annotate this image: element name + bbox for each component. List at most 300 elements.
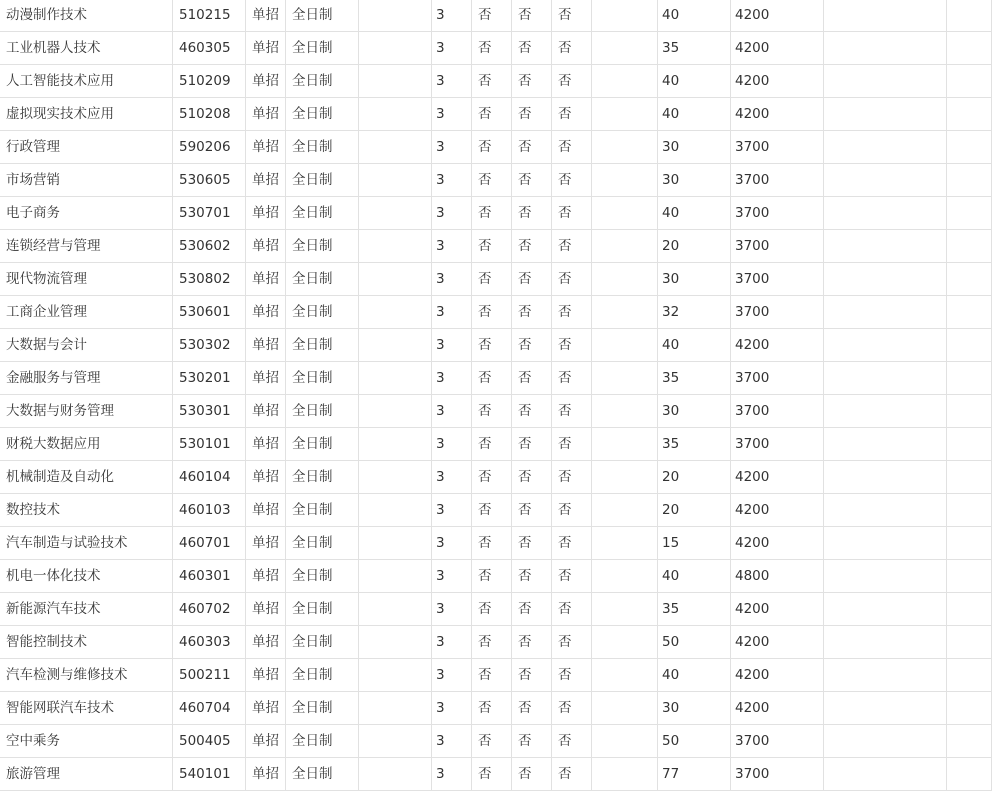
flag-cell: 否 [472, 494, 512, 527]
empty-cell [359, 758, 432, 791]
table-row [0, 593, 992, 626]
tuition-cell: 4200 [731, 461, 824, 494]
flag-cell: 否 [552, 164, 592, 197]
empty-cell [592, 131, 658, 164]
flag-cell: 否 [552, 197, 592, 230]
study-mode-cell: 全日制 [286, 263, 359, 296]
flag-cell: 否 [472, 395, 512, 428]
empty-cell [824, 527, 947, 560]
empty-cell [359, 626, 432, 659]
tuition-cell: 4200 [731, 0, 824, 32]
major-name-cell: 数控技术 [0, 494, 173, 527]
enroll-type-cell: 单招 [246, 626, 286, 659]
flag-cell: 否 [472, 164, 512, 197]
major-code-cell: 530101 [173, 428, 246, 461]
major-name-cell: 金融服务与管理 [0, 362, 173, 395]
flag-cell: 否 [552, 659, 592, 692]
table-row [0, 296, 992, 329]
duration-cell: 3 [432, 395, 472, 428]
flag-cell: 否 [552, 527, 592, 560]
empty-cell [824, 263, 947, 296]
table-row [0, 527, 992, 560]
major-code-cell: 510215 [173, 0, 246, 32]
flag-cell: 否 [512, 65, 552, 98]
enroll-type-cell: 单招 [246, 428, 286, 461]
flag-cell: 否 [552, 758, 592, 791]
plan-count-cell: 40 [658, 65, 731, 98]
study-mode-cell: 全日制 [286, 659, 359, 692]
empty-cell [947, 692, 992, 725]
flag-cell: 否 [472, 197, 512, 230]
empty-cell [359, 593, 432, 626]
empty-cell [947, 0, 992, 32]
empty-cell [824, 758, 947, 791]
flag-cell: 否 [512, 725, 552, 758]
empty-cell [592, 395, 658, 428]
tuition-cell: 4200 [731, 593, 824, 626]
plan-count-cell: 20 [658, 494, 731, 527]
tuition-cell: 4800 [731, 560, 824, 593]
duration-cell: 3 [432, 263, 472, 296]
tuition-cell: 3700 [731, 725, 824, 758]
plan-count-cell: 32 [658, 296, 731, 329]
table-row [0, 131, 992, 164]
empty-cell [824, 32, 947, 65]
flag-cell: 否 [472, 98, 512, 131]
empty-cell [592, 98, 658, 131]
empty-cell [359, 32, 432, 65]
table-row [0, 692, 992, 725]
major-code-cell: 530301 [173, 395, 246, 428]
duration-cell: 3 [432, 626, 472, 659]
flag-cell: 否 [512, 131, 552, 164]
major-code-cell: 460303 [173, 626, 246, 659]
duration-cell: 3 [432, 296, 472, 329]
empty-cell [824, 659, 947, 692]
major-code-cell: 510208 [173, 98, 246, 131]
study-mode-cell: 全日制 [286, 626, 359, 659]
enroll-type-cell: 单招 [246, 362, 286, 395]
empty-cell [824, 65, 947, 98]
empty-cell [592, 725, 658, 758]
empty-cell [592, 494, 658, 527]
plan-count-cell: 50 [658, 725, 731, 758]
table-row [0, 65, 992, 98]
flag-cell: 否 [472, 32, 512, 65]
study-mode-cell: 全日制 [286, 725, 359, 758]
empty-cell [824, 230, 947, 263]
enroll-type-cell: 单招 [246, 197, 286, 230]
study-mode-cell: 全日制 [286, 428, 359, 461]
empty-cell [359, 296, 432, 329]
flag-cell: 否 [512, 263, 552, 296]
tuition-cell: 3700 [731, 263, 824, 296]
major-code-cell: 530302 [173, 329, 246, 362]
empty-cell [592, 758, 658, 791]
enroll-type-cell: 单招 [246, 395, 286, 428]
empty-cell [947, 164, 992, 197]
empty-cell [359, 0, 432, 32]
enroll-type-cell: 单招 [246, 527, 286, 560]
flag-cell: 否 [552, 329, 592, 362]
enroll-type-cell: 单招 [246, 32, 286, 65]
table-row [0, 560, 992, 593]
empty-cell [592, 626, 658, 659]
empty-cell [824, 0, 947, 32]
major-code-cell: 530605 [173, 164, 246, 197]
enroll-type-cell: 单招 [246, 230, 286, 263]
plan-count-cell: 40 [658, 197, 731, 230]
plan-count-cell: 40 [658, 0, 731, 32]
flag-cell: 否 [552, 428, 592, 461]
study-mode-cell: 全日制 [286, 593, 359, 626]
empty-cell [824, 197, 947, 230]
plan-count-cell: 30 [658, 263, 731, 296]
major-code-cell: 540101 [173, 758, 246, 791]
duration-cell: 3 [432, 692, 472, 725]
empty-cell [947, 197, 992, 230]
plan-count-cell: 40 [658, 659, 731, 692]
tuition-cell: 4200 [731, 65, 824, 98]
duration-cell: 3 [432, 32, 472, 65]
flag-cell: 否 [472, 362, 512, 395]
empty-cell [824, 626, 947, 659]
empty-cell [592, 164, 658, 197]
duration-cell: 3 [432, 494, 472, 527]
duration-cell: 3 [432, 659, 472, 692]
enroll-type-cell: 单招 [246, 65, 286, 98]
flag-cell: 否 [512, 659, 552, 692]
empty-cell [947, 263, 992, 296]
major-name-cell: 现代物流管理 [0, 263, 173, 296]
empty-cell [592, 197, 658, 230]
empty-cell [592, 527, 658, 560]
duration-cell: 3 [432, 362, 472, 395]
flag-cell: 否 [472, 329, 512, 362]
empty-cell [947, 296, 992, 329]
flag-cell: 否 [552, 692, 592, 725]
empty-cell [824, 494, 947, 527]
plan-count-cell: 35 [658, 32, 731, 65]
duration-cell: 3 [432, 131, 472, 164]
duration-cell: 3 [432, 197, 472, 230]
plan-count-cell: 30 [658, 131, 731, 164]
table-row [0, 428, 992, 461]
table-row [0, 32, 992, 65]
major-code-cell: 460702 [173, 593, 246, 626]
empty-cell [592, 461, 658, 494]
major-name-cell: 工业机器人技术 [0, 32, 173, 65]
study-mode-cell: 全日制 [286, 131, 359, 164]
flag-cell: 否 [552, 230, 592, 263]
study-mode-cell: 全日制 [286, 296, 359, 329]
flag-cell: 否 [512, 32, 552, 65]
major-name-cell: 财税大数据应用 [0, 428, 173, 461]
study-mode-cell: 全日制 [286, 494, 359, 527]
empty-cell [359, 362, 432, 395]
flag-cell: 否 [472, 131, 512, 164]
major-code-cell: 460301 [173, 560, 246, 593]
empty-cell [947, 98, 992, 131]
empty-cell [359, 131, 432, 164]
flag-cell: 否 [512, 494, 552, 527]
empty-cell [359, 461, 432, 494]
empty-cell [947, 131, 992, 164]
study-mode-cell: 全日制 [286, 692, 359, 725]
major-code-cell: 460103 [173, 494, 246, 527]
empty-cell [824, 692, 947, 725]
major-name-cell: 汽车检测与维修技术 [0, 659, 173, 692]
empty-cell [947, 461, 992, 494]
major-name-cell: 动漫制作技术 [0, 0, 173, 32]
empty-cell [359, 560, 432, 593]
plan-count-cell: 35 [658, 428, 731, 461]
study-mode-cell: 全日制 [286, 0, 359, 32]
empty-cell [824, 329, 947, 362]
table-row [0, 725, 992, 758]
empty-cell [359, 428, 432, 461]
plan-count-cell: 50 [658, 626, 731, 659]
study-mode-cell: 全日制 [286, 230, 359, 263]
flag-cell: 否 [552, 593, 592, 626]
empty-cell [824, 461, 947, 494]
enroll-type-cell: 单招 [246, 494, 286, 527]
duration-cell: 3 [432, 65, 472, 98]
enroll-type-cell: 单招 [246, 296, 286, 329]
major-code-cell: 500405 [173, 725, 246, 758]
enroll-type-cell: 单招 [246, 461, 286, 494]
flag-cell: 否 [472, 725, 512, 758]
empty-cell [592, 65, 658, 98]
empty-cell [947, 593, 992, 626]
flag-cell: 否 [472, 527, 512, 560]
empty-cell [359, 197, 432, 230]
table-row [0, 362, 992, 395]
study-mode-cell: 全日制 [286, 362, 359, 395]
duration-cell: 3 [432, 0, 472, 32]
plan-count-cell: 77 [658, 758, 731, 791]
major-name-cell: 机电一体化技术 [0, 560, 173, 593]
tuition-cell: 3700 [731, 164, 824, 197]
tuition-cell: 3700 [731, 758, 824, 791]
table-row [0, 230, 992, 263]
major-code-cell: 530802 [173, 263, 246, 296]
flag-cell: 否 [552, 626, 592, 659]
empty-cell [947, 527, 992, 560]
major-name-cell: 智能网联汽车技术 [0, 692, 173, 725]
table-row [0, 758, 992, 791]
empty-cell [592, 692, 658, 725]
tuition-cell: 4200 [731, 527, 824, 560]
flag-cell: 否 [552, 395, 592, 428]
empty-cell [359, 659, 432, 692]
major-name-cell: 电子商务 [0, 197, 173, 230]
major-name-cell: 空中乘务 [0, 725, 173, 758]
major-name-cell: 新能源汽车技术 [0, 593, 173, 626]
flag-cell: 否 [552, 32, 592, 65]
flag-cell: 否 [512, 692, 552, 725]
plan-count-cell: 35 [658, 593, 731, 626]
enroll-type-cell: 单招 [246, 692, 286, 725]
duration-cell: 3 [432, 98, 472, 131]
empty-cell [824, 362, 947, 395]
empty-cell [947, 329, 992, 362]
duration-cell: 3 [432, 758, 472, 791]
empty-cell [947, 725, 992, 758]
tuition-cell: 3700 [731, 428, 824, 461]
duration-cell: 3 [432, 230, 472, 263]
enroll-type-cell: 单招 [246, 329, 286, 362]
empty-cell [359, 725, 432, 758]
flag-cell: 否 [472, 626, 512, 659]
table-row [0, 494, 992, 527]
major-name-cell: 机械制造及自动化 [0, 461, 173, 494]
flag-cell: 否 [512, 362, 552, 395]
enroll-type-cell: 单招 [246, 758, 286, 791]
empty-cell [824, 98, 947, 131]
study-mode-cell: 全日制 [286, 164, 359, 197]
empty-cell [824, 296, 947, 329]
plan-count-cell: 40 [658, 560, 731, 593]
table-row [0, 0, 992, 32]
plan-count-cell: 30 [658, 395, 731, 428]
plan-count-cell: 40 [658, 98, 731, 131]
empty-cell [359, 494, 432, 527]
empty-cell [592, 32, 658, 65]
major-name-cell: 虚拟现实技术应用 [0, 98, 173, 131]
plan-count-cell: 35 [658, 362, 731, 395]
major-code-cell: 530601 [173, 296, 246, 329]
study-mode-cell: 全日制 [286, 65, 359, 98]
major-name-cell: 大数据与会计 [0, 329, 173, 362]
enroll-type-cell: 单招 [246, 560, 286, 593]
study-mode-cell: 全日制 [286, 32, 359, 65]
tuition-cell: 4200 [731, 32, 824, 65]
tuition-cell: 4200 [731, 692, 824, 725]
major-name-cell: 汽车制造与试验技术 [0, 527, 173, 560]
tuition-cell: 4200 [731, 98, 824, 131]
empty-cell [592, 0, 658, 32]
duration-cell: 3 [432, 428, 472, 461]
empty-cell [947, 560, 992, 593]
empty-cell [824, 560, 947, 593]
duration-cell: 3 [432, 560, 472, 593]
flag-cell: 否 [472, 296, 512, 329]
tuition-cell: 4200 [731, 626, 824, 659]
flag-cell: 否 [512, 164, 552, 197]
enroll-type-cell: 单招 [246, 164, 286, 197]
empty-cell [947, 395, 992, 428]
empty-cell [592, 263, 658, 296]
empty-cell [824, 395, 947, 428]
empty-cell [592, 560, 658, 593]
flag-cell: 否 [472, 560, 512, 593]
empty-cell [592, 230, 658, 263]
tuition-cell: 4200 [731, 494, 824, 527]
tuition-cell: 3700 [731, 296, 824, 329]
flag-cell: 否 [472, 0, 512, 32]
empty-cell [359, 692, 432, 725]
major-code-cell: 530201 [173, 362, 246, 395]
flag-cell: 否 [472, 263, 512, 296]
empty-cell [359, 395, 432, 428]
major-name-cell: 人工智能技术应用 [0, 65, 173, 98]
enroll-type-cell: 单招 [246, 0, 286, 32]
empty-cell [592, 428, 658, 461]
plan-count-cell: 20 [658, 230, 731, 263]
empty-cell [592, 659, 658, 692]
major-code-cell: 460305 [173, 32, 246, 65]
study-mode-cell: 全日制 [286, 461, 359, 494]
empty-cell [824, 725, 947, 758]
tuition-cell: 3700 [731, 197, 824, 230]
enroll-type-cell: 单招 [246, 263, 286, 296]
flag-cell: 否 [512, 0, 552, 32]
empty-cell [359, 164, 432, 197]
enroll-type-cell: 单招 [246, 659, 286, 692]
major-name-cell: 大数据与财务管理 [0, 395, 173, 428]
table-row [0, 395, 992, 428]
flag-cell: 否 [472, 659, 512, 692]
flag-cell: 否 [552, 494, 592, 527]
plan-count-cell: 15 [658, 527, 731, 560]
duration-cell: 3 [432, 461, 472, 494]
flag-cell: 否 [472, 461, 512, 494]
plan-count-cell: 30 [658, 692, 731, 725]
table-row [0, 626, 992, 659]
plan-count-cell: 40 [658, 329, 731, 362]
duration-cell: 3 [432, 725, 472, 758]
table-row [0, 329, 992, 362]
table-row [0, 659, 992, 692]
duration-cell: 3 [432, 593, 472, 626]
flag-cell: 否 [512, 395, 552, 428]
flag-cell: 否 [512, 230, 552, 263]
empty-cell [592, 593, 658, 626]
major-name-cell: 旅游管理 [0, 758, 173, 791]
empty-cell [947, 230, 992, 263]
table-row [0, 197, 992, 230]
flag-cell: 否 [472, 428, 512, 461]
flag-cell: 否 [552, 65, 592, 98]
table-row [0, 164, 992, 197]
empty-cell [947, 32, 992, 65]
table-row [0, 461, 992, 494]
tuition-cell: 3700 [731, 131, 824, 164]
empty-cell [824, 428, 947, 461]
major-code-cell: 590206 [173, 131, 246, 164]
tuition-cell: 3700 [731, 395, 824, 428]
tuition-cell: 3700 [731, 362, 824, 395]
flag-cell: 否 [512, 626, 552, 659]
flag-cell: 否 [472, 593, 512, 626]
tuition-cell: 3700 [731, 230, 824, 263]
enroll-type-cell: 单招 [246, 725, 286, 758]
empty-cell [359, 263, 432, 296]
empty-cell [947, 659, 992, 692]
empty-cell [947, 626, 992, 659]
study-mode-cell: 全日制 [286, 98, 359, 131]
flag-cell: 否 [552, 131, 592, 164]
flag-cell: 否 [552, 725, 592, 758]
empty-cell [824, 593, 947, 626]
flag-cell: 否 [472, 230, 512, 263]
flag-cell: 否 [552, 0, 592, 32]
major-code-cell: 460701 [173, 527, 246, 560]
enroll-type-cell: 单招 [246, 98, 286, 131]
empty-cell [824, 164, 947, 197]
flag-cell: 否 [512, 560, 552, 593]
